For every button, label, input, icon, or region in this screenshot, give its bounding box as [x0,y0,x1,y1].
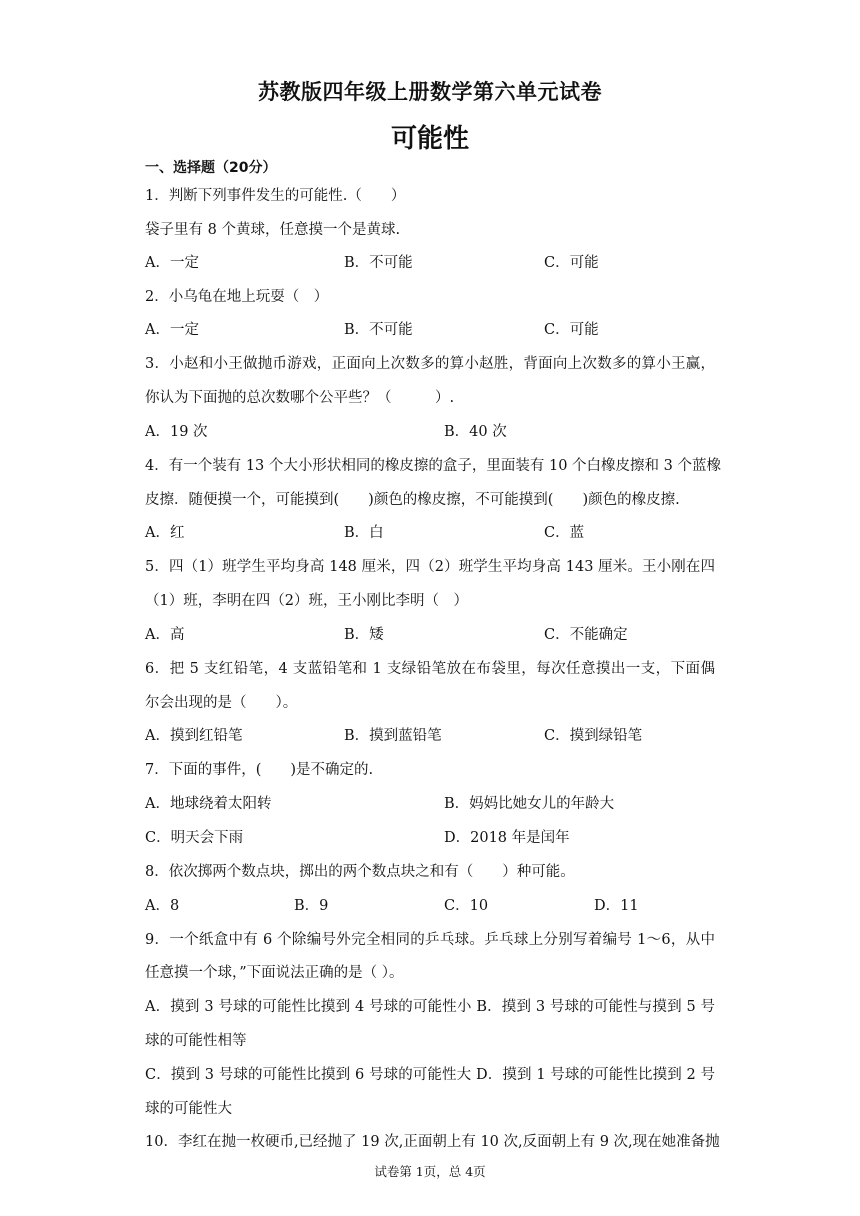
question-2-stem: 2．小乌龟在地上玩耍（ ） [145,289,329,305]
question-1-option-c: C．可能 [544,255,599,271]
question-2-option-c: C．可能 [544,322,599,338]
exam-title: 苏教版四年级上册数学第六单元试卷 [258,80,602,104]
question-7-stem: 7．下面的事件，( )是不确定的. [145,762,374,778]
question-8-option-c: C．10 [444,898,489,914]
question-6-option-c: C．摸到绿铅笔 [544,728,643,744]
question-9-option-d-cont: 球的可能性大 [145,1101,232,1117]
question-7-option-a: A．地球绕着太阳转 [145,796,272,812]
question-8-option-d: D．11 [594,898,639,914]
question-9-options-cd: C．摸到 3 号球的可能性比摸到 6 号球的可能性大 D．摸到 1 号球的可能性比摸到 2 号 [145,1067,715,1083]
page-footer: 试卷第 1页，总 4页 [374,1164,486,1179]
question-8-option-a: A．8 [145,898,180,914]
question-8-stem: 8．依次掷两个数点块，掷出的两个数点块之和有（ ）种可能。 [145,864,575,880]
question-6-stem-line-1: 6．把 5 支红铅笔，4 支蓝铅笔和 1 支绿铅笔放在布袋里，每次任意摸出一支，下面偶 [145,661,715,677]
question-6-option-a: A．摸到红铅笔 [145,728,243,744]
question-2-option-a: A．一定 [145,322,199,338]
question-7-option-d: D．2018 年是闰年 [444,830,570,846]
question-2-option-b: B．不可能 [344,322,413,338]
question-4-option-b: B．白 [344,525,384,541]
question-4-option-a: A．红 [145,525,185,541]
question-9-stem-line-1: 9．一个纸盒中有 6 个除编号外完全相同的乒乓球。乒乓球上分别写着编号 1～6，从中 [145,932,715,948]
question-7-option-c: C．明天会下雨 [145,830,244,846]
question-9-stem-line-2: 任意摸一个球，”下面说法正确的是（ ）。 [145,965,404,981]
question-9-options-ab: A．摸到 3 号球的可能性比摸到 4 号球的可能性小 B．摸到 3 号球的可能性与摸到 5 号 [145,999,715,1015]
section-heading: 一、选择题（20分） [145,160,277,176]
question-7-option-b: B．妈妈比她女儿的年龄大 [444,796,615,812]
question-5-stem-line-1: 5．四（1）班学生平均身高 148 厘米，四（2）班学生平均身高 143 厘米。王小刚在四 [145,559,715,575]
question-1-stem: 1．判断下列事件发生的可能性.（ ） [145,188,406,204]
question-8-option-b: B．9 [294,898,329,914]
question-5-option-b: B．矮 [344,627,384,643]
question-9-option-b-cont: 球的可能性相等 [145,1033,247,1049]
question-3-option-b: B．40 次 [444,424,507,440]
question-3-stem-line-2: 你认为下面抛的总次数哪个公平些？（ ）. [145,390,455,406]
question-3-option-a: A．19 次 [145,424,208,440]
question-5-stem-line-2: （1）班，李明在四（2）班，王小刚比李明（ ） [145,593,468,609]
question-5-option-a: A．高 [145,627,185,643]
question-5-option-c: C．不能确定 [544,627,628,643]
question-4-stem-line-2: 皮擦．随便摸一个，可能摸到( )颜色的橡皮擦，不可能摸到( )颜色的橡皮擦. [145,492,680,508]
question-3-stem-line-1: 3．小赵和小王做抛币游戏，正面向上次数多的算小赵胜，背面向上次数多的算小王赢， [145,356,715,372]
exam-subtitle: 可能性 [390,124,469,154]
question-6-stem-line-2: 尔会出现的是（ ）。 [145,695,298,711]
question-4-stem-line-1: 4．有一个装有 13 个大小形状相同的橡皮擦的盒子，里面装有 10 个白橡皮擦和 3 个蓝橡 [145,458,722,474]
question-1-option-a: A．一定 [145,255,199,271]
question-1-context: 袋子里有 8 个黄球，任意摸一个是黄球. [145,222,401,238]
question-1-option-b: B．不可能 [344,255,413,271]
question-10-stem-line-1: 10．李红在抛一枚硬币,已经抛了 19 次,正面朝上有 10 次,反面朝上有 9 次,现在她准备抛 [145,1134,720,1150]
question-6-option-b: B．摸到蓝铅笔 [344,728,442,744]
question-4-option-c: C．蓝 [544,525,585,541]
